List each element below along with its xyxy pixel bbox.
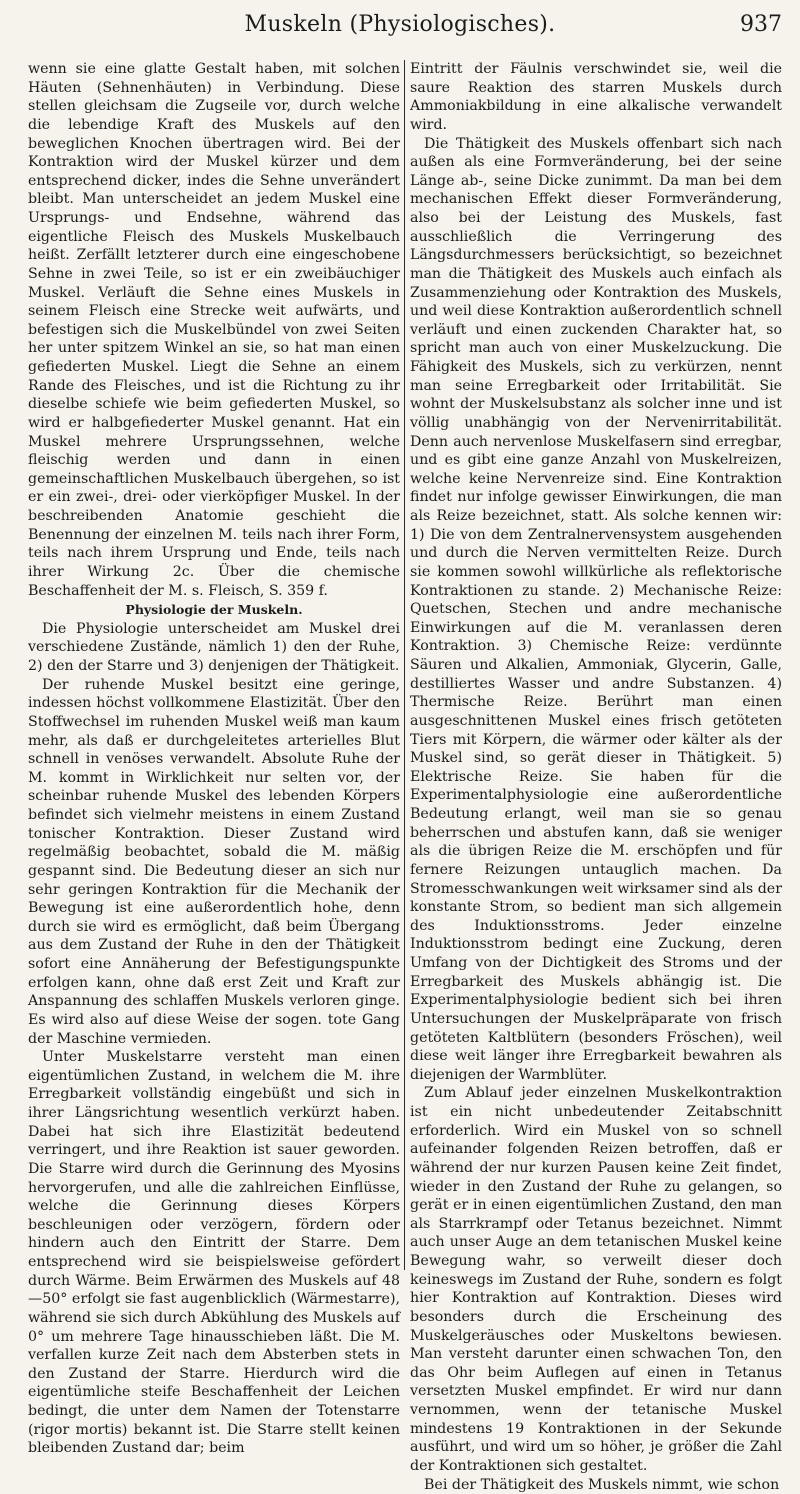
paragraph: wenn sie eine glatte Gestalt haben, mit solchen Häuten (Sehnenhäuten) in Verbindung. Diese stellen gleichsam die Zugseile vor, durch welche die lebendige Kraft des Muskels auf den beweglichen Knochen übertragen wird. Bei der Kontraktion wird der Muskel kürzer und dem entsprechend dicker, indes die Sehne unverändert bleibt. Man unterscheidet an jedem Muskel eine Ursprungs- und Endsehne, während das eigentliche Fleisch des Muskels Muskelbauch heißt. Zerfällt letzterer durch eine eingeschobene Sehne in zwei Teile, so ist er ein zweibäuchiger Muskel. Verläuft die Sehne eines Muskels in seinem Fleisch eine Strecke weit aufwärts, und befestigen sich die Muskelbündel von zwei Seiten her unter spitzem Winkel an sie, so hat man einen gefiederten Muskel. Liegt die Sehne an einem Rande des Fleisches, und ist die Richtung zu ihr dieselbe schiefe wie beim gefiederten Muskel, so wird er halbgefiederter Muskel genannt. Hat ein Muskel mehrere Ursprungssehnen, welche fleischig werden und dann in einen gemeinschaftlichen Muskelbauch übergehen, so ist er ein zwei-, drei- oder vierköpfiger Muskel. In der beschreibenden Anatomie geschieht die Benennung der einzelnen M. teils nach ihrer Form, teils nach ihrem Ursprung und Ende, teils nach ihrer Wirkung 2c. Über die chemische Beschaffenheit der M. s. Fleisch, S. 359 f. <box>28 60 400 600</box>
page-header <box>0 8 800 52</box>
section-heading: Physiologie der Muskeln. <box>28 601 400 620</box>
right-column <box>410 60 782 1268</box>
running-title: Muskeln (Physiologisches). <box>0 12 800 37</box>
paragraph: Die Thätigkeit des Muskels offenbart sich nach außen als eine Formveränderung, bei der seine Länge ab-, seine Dicke zunimmt. Da man bei dem mechanischen Effekt dieser Formveränderung, also bei der Leistung des Muskels, fast ausschließlich die Verringerung des Längsdurchmessers berücksichtigt, so bezeichnet man die Thätigkeit des Muskels auch einfach als Zusammenziehung oder Kontraktion des Muskels, und weil diese Kontraktion außerordentlich schnell verläuft und einen zuckenden Charakter hat, so spricht man auch von einer Muskelzuckung. Die Fähigkeit des Muskels, sich zu verkürzen, nennt man seine Erregbarkeit oder Irritabilität. Sie wohnt der Muskelsubstanz als solcher inne und ist völlig unabhängig von der Nervenirritabilität. Denn auch nervenlose Muskelfasern sind erregbar, und es gibt eine ganze Anzahl von Muskelreizen, welche keine Nervenreize sind. Eine Kontraktion findet nur infolge gewisser Einwirkungen, die man als Reize bezeichnet, statt. Als solche kennen wir: 1) Die von dem Zentralnervensystem ausgehenden und durch die Nerven vermittelten Reize. Durch sie kommen sowohl willkürliche als reflektorische Kontraktionen zu stande. 2) Mechanische Reize: Quetschen, Stechen und andre mechanische Einwirkungen auf die M. veranlassen deren Kontraktion. 3) Chemische Reize: verdünnte Säuren und Alkalien, Ammoniak, Glycerin, Galle, destilliertes Wasser und andre Substanzen. 4) Thermische Reize. Berührt man einen ausgeschnittenen Muskel eines frisch getöteten Tiers mit Körpern, die wärmer oder kälter als der Muskel sind, so gerät dieser in Thätigkeit. 5) Elektrische Reize. Sie haben für die Experimentalphysiologie eine außerordentliche Bedeutung erlangt, weil man sie so genau beherrschen und abstufen kann, daß sie weniger als die übrigen Reize die M. erschöpfen und für fernere Reizungen untauglich machen. Da Stromesschwankungen weit wirksamer sind als der konstante Strom, so bedient man sich allgemein des Induktionsstroms. Jeder einzelne Induktionsstrom bedingt eine Zuckung, deren Umfang von der Dichtigkeit des Stroms und der Erregbarkeit des Muskels abhängig ist. Die Experimentalphysiologie bedient sich bei ihren Untersuchungen der Muskelpräparate von frisch getöteten Kaltblütern (besonders Fröschen), weil diese weit länger ihre Erregbarkeit bewahren als diejenigen der Warmblüter. <box>410 135 782 1085</box>
column-divider <box>404 60 405 1270</box>
paragraph: Zum Ablauf jeder einzelnen Muskelkontraktion ist ein nicht unbedeutender Zeitabschnitt erforderlich. Wird ein Muskel von so schnell aufeinander folgenden Reizen betroffen, daß er während der nur kurzen Pausen keine Zeit findet, wieder in den Zustand der Ruhe zu gelangen, so gerät er in einen eigentümlichen Zustand, den man als Starrkrampf oder Tetanus bezeichnet. Nimmt auch unser Auge an dem tetanischen Muskel keine Bewegung wahr, so verweilt dieser doch keineswegs im Zustand der Ruhe, sondern es folgt hier Kontraktion auf Kontraktion. Dieses wird besonders durch die Erscheinung des Muskelgeräusches oder Muskeltons bewiesen. Man versteht darunter einen schwachen Ton, den das Ohr beim Auflegen auf einen in Tetanus versetzten Muskel empfindet. Er wird nur dann vernommen, wenn der tetanische Muskel mindestens 19 Kontraktionen in der Sekunde ausführt, und wird um so höher, je größer die Zahl der Kontraktionen sich gestaltet. <box>410 1084 782 1475</box>
paragraph: Unter Muskelstarre versteht man einen eigentümlichen Zustand, in welchem die M. ihre Erregbarkeit vollständig eingebüßt und sich in ihrer Längsrichtung wesentlich verkürzt haben. Dabei hat sich ihre Elastizität bedeutend verringert, und ihre Reaktion ist sauer geworden. Die Starre wird durch die Gerinnung des Myosins hervorgerufen, und alle die zahlreichen Einflüsse, welche die Gerinnung dieses Körpers beschleunigen oder verzögern, fördern oder hindern auch den Eintritt der Starre. Dem entsprechend wird sie beispielsweise gefördert durch Wärme. Beim Erwärmen des Muskels auf 48—50° erfolgt sie fast augenblicklich (Wärmestarre), während sie sich durch Abkühlung des Muskels auf 0° um mehrere Tage hinausschieben läßt. Die M. verfallen kurze Zeit nach dem Absterben stets in den Zustand der Starre. Hierdurch wird die eigentümliche steife Beschaffenheit der Leichen bedingt, die unter dem Namen der Totenstarre (rigor mortis) bekannt ist. Die Starre stellt keinen bleibenden Zustand dar; beim <box>28 1048 400 1458</box>
page-number: 937 <box>740 12 782 37</box>
left-column <box>28 60 400 1268</box>
paragraph: Bei der Thätigkeit des Muskels nimmt, wie schon <box>410 1476 782 1494</box>
paragraph: Die Physiologie unterscheidet am Muskel drei verschiedene Zustände, nämlich 1) den der Ruhe, 2) den der Starre und 3) denjenigen der Thätigkeit. <box>28 620 400 676</box>
paragraph: Der ruhende Muskel besitzt eine geringe, indessen höchst vollkommene Elastizität. Über den Stoffwechsel im ruhenden Muskel weiß man kaum mehr, als daß er durchgeleitetes arterielles Blut schnell in venöses verwandelt. Absolute Ruhe der M. kommt in Wirklichkeit nur selten vor, der scheinbar ruhende Muskel des lebenden Körpers befindet sich vielmehr meistens in einem Zustand tonischer Kontraktion. Dieser Zustand wird regelmäßig beobachtet, sobald die M. mäßig gespannt sind. Die Bedeutung dieser an sich nur sehr geringen Kontraktion für die Mechanik der Bewegung ist eine außerordentlich hohe, denn durch sie wird es ermöglicht, daß beim Übergang aus dem Zustand der Ruhe in den der Thätigkeit sofort eine Annäherung der Befestigungspunkte erfolgen kann, ohne daß erst Zeit und Kraft zur Anspannung des schlaffen Muskels verloren ginge. Es wird also auf diese Weise der sogen. tote Gang der Maschine vermieden. <box>28 676 400 1049</box>
paragraph: Eintritt der Fäulnis verschwindet sie, weil die saure Reaktion des starren Muskels durch Ammoniakbildung in eine alkalische verwandelt wird. <box>410 60 782 135</box>
